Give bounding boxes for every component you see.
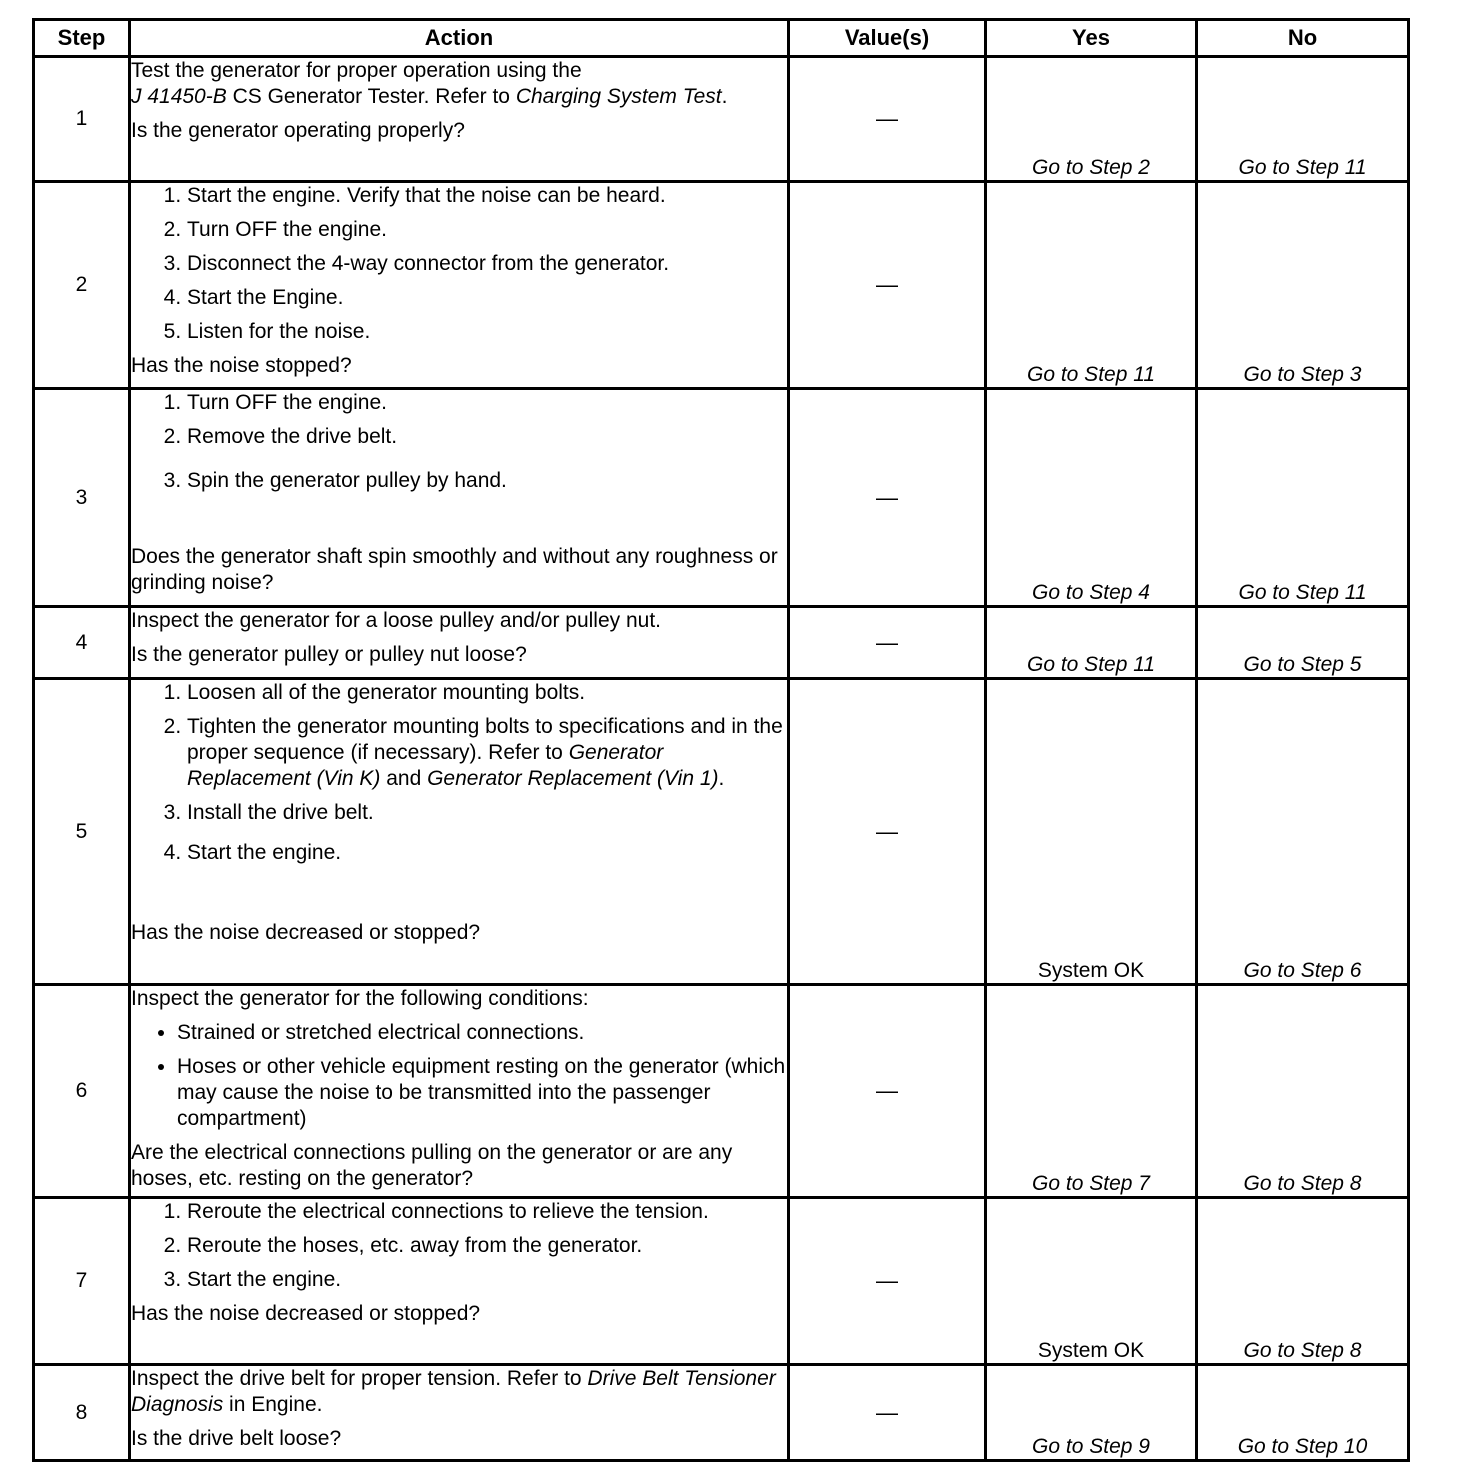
action-cell [130, 1365, 789, 1461]
step-number: 3 [34, 389, 130, 607]
reference-link[interactable]: Drive Belt Tensioner Diagnosis [131, 1367, 776, 1416]
table-row [34, 607, 1409, 679]
header-step: Step [34, 20, 130, 57]
conjunction: and [380, 767, 428, 790]
action-text [131, 58, 787, 110]
header-no: No [1197, 20, 1409, 57]
action-text: Inspect the generator for the following conditions: [131, 987, 589, 1010]
no-cell: Go to Step 8 [1197, 1198, 1409, 1365]
list-item: • Hoses or other vehicle equipment resting on the generator (which may cause the noise to be transmitted into the passenger compartment) [177, 1054, 787, 1132]
diagnostic-table [32, 18, 1410, 1462]
question-text: Are the electrical connections pulling on the generator or are any hoses, etc. resting on the generator? [131, 1141, 733, 1190]
step-number: 6 [34, 985, 130, 1198]
list-item: 3. Spin the generator pulley by hand. [187, 468, 787, 494]
table-row [34, 182, 1409, 389]
list-item: 1. Reroute the electrical connections to relieve the tension. [187, 1199, 787, 1225]
question-text: Is the drive belt loose? [131, 1427, 342, 1450]
punctuation: . [718, 767, 725, 790]
list-item: 2. Remove the drive belt. [187, 424, 787, 450]
list-item: 1. Loosen all of the generator mounting bolts. [187, 680, 787, 706]
header-row [34, 20, 1409, 57]
step-number: 8 [34, 1365, 130, 1461]
value-cell: — [789, 182, 986, 389]
action-text [131, 1366, 787, 1418]
step-number: 2 [34, 182, 130, 389]
question-text: Is the generator pulley or pulley nut loose? [131, 643, 527, 666]
list-item: 3. Disconnect the 4-way connector from the generator. [187, 251, 787, 277]
no-cell: Go to Step 6 [1197, 679, 1409, 985]
action-sentence-end: in Engine. [223, 1393, 323, 1416]
list-item: • Strained or stretched electrical connections. [177, 1020, 787, 1046]
list-item-text: Tighten the generator mounting bolts to specifications and in the proper sequence (if necessary). Refer to [187, 715, 783, 764]
no-cell: Go to Step 11 [1197, 57, 1409, 182]
value-cell: — [789, 607, 986, 679]
table-row [34, 389, 1409, 607]
yes-cell: System OK [986, 679, 1197, 985]
list-item: 3. Install the drive belt. [187, 800, 787, 826]
yes-cell: Go to Step 2 [986, 57, 1197, 182]
header-yes: Yes [986, 20, 1197, 57]
yes-cell: Go to Step 11 [986, 607, 1197, 679]
action-cell [130, 389, 789, 607]
list-item: 4. Start the engine. [187, 840, 787, 866]
yes-cell: Go to Step 4 [986, 389, 1197, 607]
step-number: 7 [34, 1198, 130, 1365]
value-cell: — [789, 1365, 986, 1461]
action-sentence-cont: CS Generator Tester. Refer to [226, 85, 516, 108]
step-number: 1 [34, 57, 130, 182]
reference-link[interactable]: Charging System Test [515, 85, 722, 108]
question-text: Has the noise decreased or stopped? [131, 1302, 481, 1325]
list-item: 2. Turn OFF the engine. [187, 217, 787, 243]
no-cell: Go to Step 3 [1197, 182, 1409, 389]
action-text: Inspect the generator for a loose pulley and/or pulley nut. [131, 609, 662, 632]
header-values: Value(s) [789, 20, 986, 57]
list-item [187, 714, 787, 792]
no-cell: Go to Step 8 [1197, 985, 1409, 1198]
question-text: Does the generator shaft spin smoothly and without any roughness or grinding noise? [131, 545, 778, 594]
list-item: 2. Reroute the hoses, etc. away from the generator. [187, 1233, 787, 1259]
reference-link[interactable]: Generator Replacement (Vin K) [187, 741, 664, 790]
list-item: 4. Start the Engine. [187, 285, 787, 311]
yes-cell: Go to Step 11 [986, 182, 1197, 389]
step-number: 5 [34, 679, 130, 985]
table-row [34, 679, 1409, 985]
table-row [34, 985, 1409, 1198]
action-cell [130, 679, 789, 985]
list-item: 5. Listen for the noise. [187, 319, 787, 345]
yes-cell: Go to Step 7 [986, 985, 1197, 1198]
action-cell [130, 985, 789, 1198]
value-cell: — [789, 985, 986, 1198]
header-action: Action [130, 20, 789, 57]
table-row [34, 1365, 1409, 1461]
step-number: 4 [34, 607, 130, 679]
action-list [131, 1199, 787, 1293]
list-item: 1. Start the engine. Verify that the noise can be heard. [187, 183, 787, 209]
list-item: 3. Start the engine. [187, 1267, 787, 1293]
no-cell: Go to Step 5 [1197, 607, 1409, 679]
action-list [131, 390, 787, 494]
action-cell [130, 57, 789, 182]
value-cell: — [789, 389, 986, 607]
no-cell: Go to Step 10 [1197, 1365, 1409, 1461]
value-cell: — [789, 1198, 986, 1365]
list-item: 1. Turn OFF the engine. [187, 390, 787, 416]
action-list [131, 183, 787, 345]
tool-name: J 41450-B [131, 85, 227, 108]
action-sentence: Inspect the drive belt for proper tension. Refer to [131, 1367, 588, 1390]
action-cell [130, 607, 789, 679]
yes-cell: Go to Step 9 [986, 1365, 1197, 1461]
punctuation: . [721, 85, 728, 108]
reference-link[interactable]: Generator Replacement (Vin 1) [427, 767, 719, 790]
table-row [34, 57, 1409, 182]
question-text: Has the noise decreased or stopped? [131, 921, 481, 944]
action-sentence: Test the generator for proper operation using the [131, 59, 582, 82]
question-text: Has the noise stopped? [131, 354, 352, 377]
table-row [34, 1198, 1409, 1365]
condition-list [131, 1020, 787, 1132]
action-cell [130, 182, 789, 389]
action-list [131, 680, 787, 866]
no-cell: Go to Step 11 [1197, 389, 1409, 607]
action-cell [130, 1198, 789, 1365]
question-text: Is the generator operating properly? [131, 119, 465, 142]
yes-cell: System OK [986, 1198, 1197, 1365]
value-cell: — [789, 679, 986, 985]
value-cell: — [789, 57, 986, 182]
